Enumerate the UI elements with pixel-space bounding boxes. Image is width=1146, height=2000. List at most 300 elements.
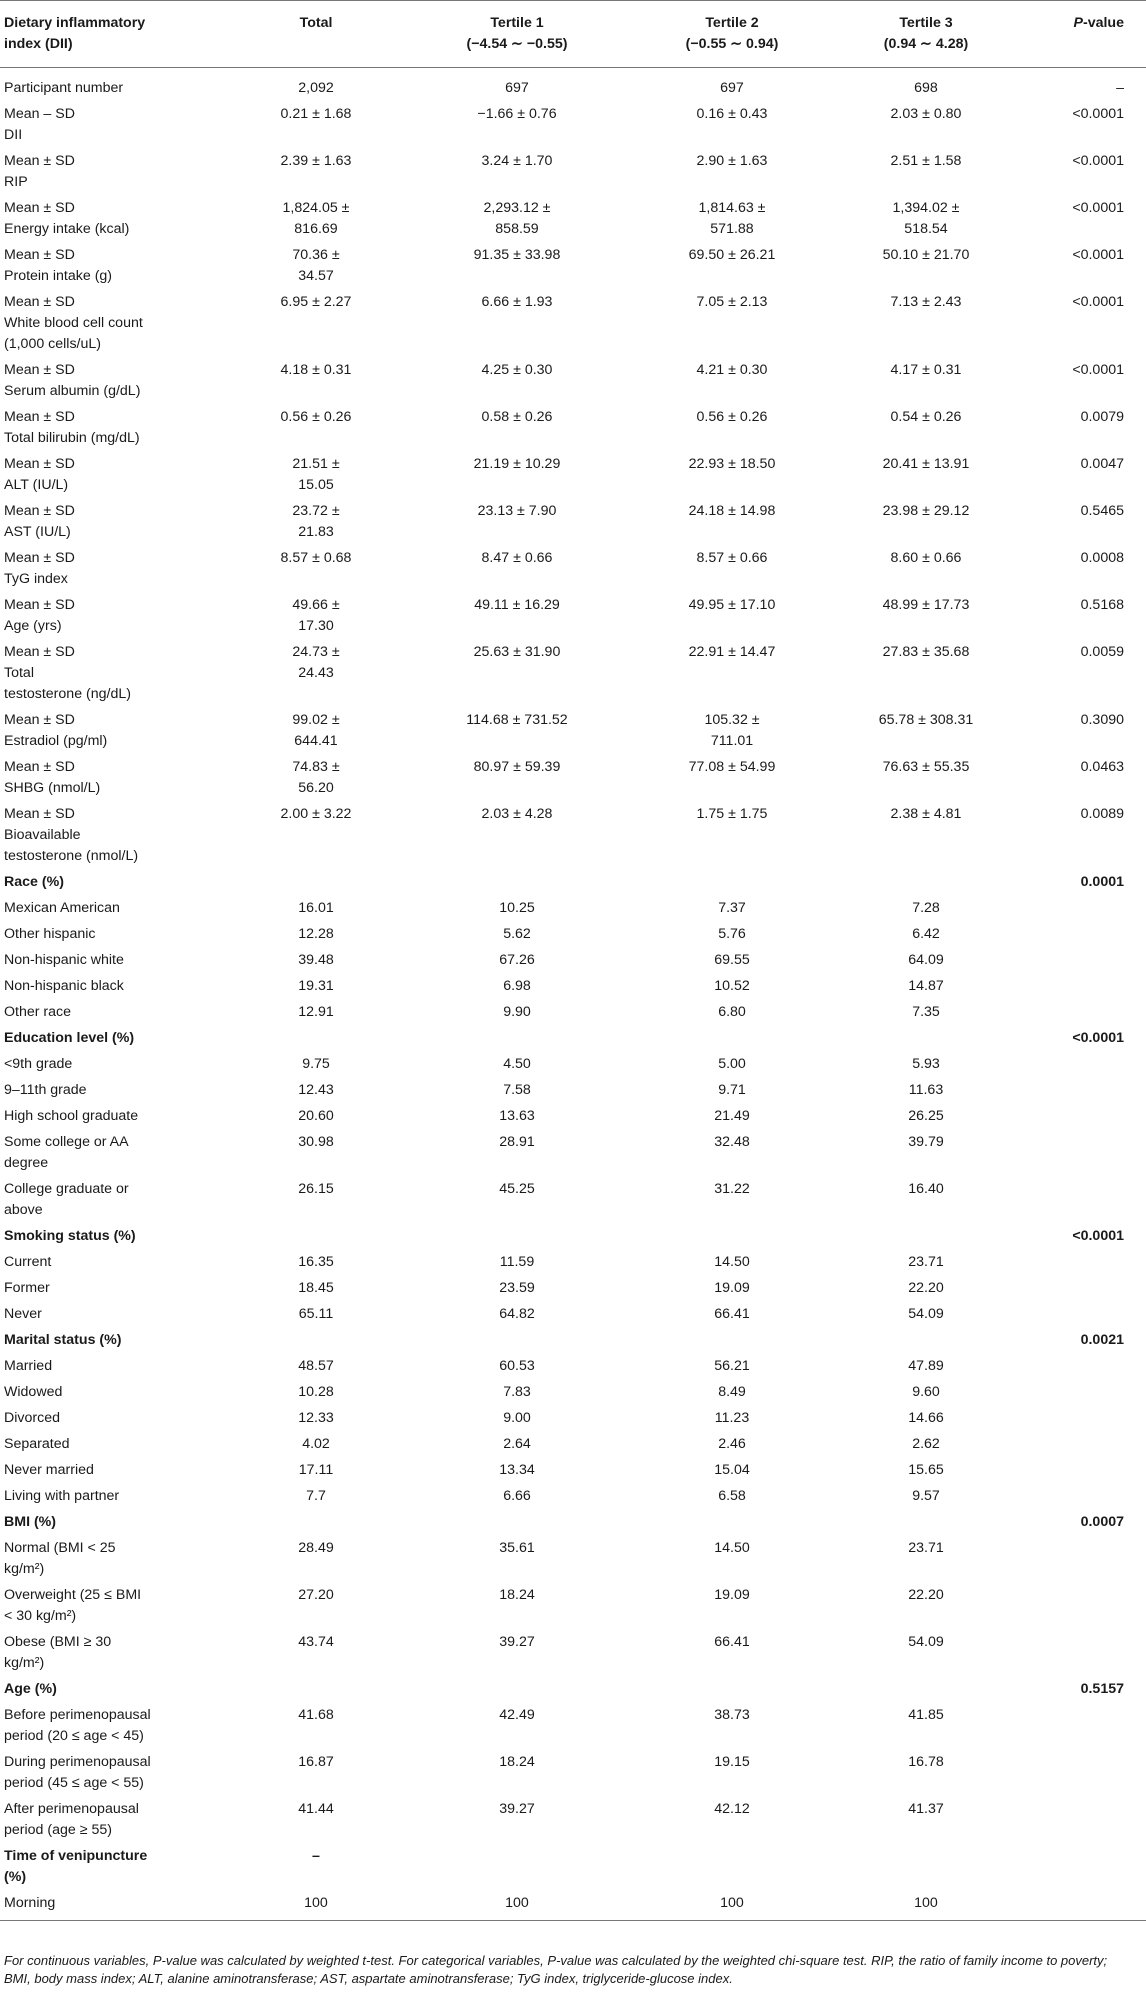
table-row [0, 1103, 1146, 1129]
cell-total-line: 816.69 [294, 221, 338, 237]
cell-tertile-2 [632, 1431, 832, 1457]
cell-tertile-2-line: 14.50 [714, 1254, 750, 1270]
cell-p-value [1020, 592, 1146, 639]
row-label-line: After perimenopausal [4, 1801, 139, 1817]
section-header-row [0, 1327, 1146, 1353]
row-label-line: Mean ± SD [4, 597, 75, 613]
row-label-line: White blood cell count [4, 315, 143, 331]
header-dii-line2: index (DII) [4, 36, 73, 52]
row-label-line: (%) [4, 1869, 27, 1885]
cell-tertile-3 [832, 289, 1020, 357]
cell-total-line: 49.66 ± [292, 597, 340, 613]
row-label-line: Before perimenopausal [4, 1707, 151, 1723]
cell-p-value [1020, 357, 1146, 404]
table-row [0, 592, 1146, 639]
cell-total [230, 801, 402, 869]
cell-p-value [1020, 1103, 1146, 1129]
table-row [0, 545, 1146, 592]
cell-tertile-2 [632, 1629, 832, 1676]
cell-tertile-2 [632, 1676, 832, 1702]
cell-total [230, 869, 402, 895]
table-body [0, 68, 1146, 1921]
cell-total [230, 1103, 402, 1129]
cell-tertile-1-line: 2.64 [503, 1436, 531, 1452]
cell-tertile-3 [832, 754, 1020, 801]
cell-tertile-2-line: 4.21 ± 0.30 [696, 362, 768, 378]
cell-tertile-3 [832, 545, 1020, 592]
row-label-line: Mexican American [4, 900, 120, 916]
cell-tertile-3-line: 20.41 ± 13.91 [882, 456, 970, 472]
cell-tertile-2 [632, 1129, 832, 1176]
cell-tertile-2 [632, 1405, 832, 1431]
row-label [0, 1890, 230, 1921]
row-label [0, 869, 230, 895]
cell-p-value [1020, 1223, 1146, 1249]
table-row [0, 1749, 1146, 1796]
cell-p-value [1020, 869, 1146, 895]
cell-p-value [1020, 1629, 1146, 1676]
cell-tertile-2 [632, 1051, 832, 1077]
cell-tertile-2-line: 5.76 [718, 926, 746, 942]
cell-total [230, 1457, 402, 1483]
cell-total-line: 23.72 ± [292, 503, 340, 519]
row-label-line: Other race [4, 1004, 72, 1020]
cell-p-value-text: 0.5465 [1080, 503, 1124, 519]
row-label-line: Divorced [4, 1410, 60, 1426]
cell-tertile-3-line: 41.37 [908, 1801, 944, 1817]
row-label-line: Education level (%) [4, 1030, 135, 1046]
table-row [0, 1176, 1146, 1223]
cell-tertile-2-line: 24.18 ± 14.98 [688, 503, 776, 519]
header-p-value [1020, 1, 1146, 68]
cell-total-line: 70.36 ± [292, 247, 340, 263]
cell-tertile-2 [632, 498, 832, 545]
row-label [0, 1843, 230, 1890]
cell-total [230, 1535, 402, 1582]
cell-p-value [1020, 1249, 1146, 1275]
cell-tertile-2 [632, 1483, 832, 1509]
header-p-rest: -value [1082, 15, 1124, 31]
cell-tertile-2 [632, 357, 832, 404]
cell-p-value-text: 0.0059 [1080, 644, 1124, 660]
row-label [0, 1431, 230, 1457]
cell-tertile-3-line: 1,394.02 ± [892, 200, 960, 216]
cell-tertile-3-line: 0.54 ± 0.26 [890, 409, 962, 425]
cell-tertile-3 [832, 1176, 1020, 1223]
cell-tertile-1 [402, 1327, 632, 1353]
cell-tertile-3 [832, 404, 1020, 451]
cell-tertile-3 [832, 1843, 1020, 1890]
cell-p-value-text: 0.0079 [1080, 409, 1124, 425]
cell-total-line: 15.05 [298, 477, 334, 493]
cell-tertile-2-line: 6.58 [718, 1488, 746, 1504]
cell-total-line: 12.33 [298, 1410, 334, 1426]
cell-tertile-1 [402, 451, 632, 498]
row-label-line: Mean ± SD [4, 200, 75, 216]
cell-tertile-3 [832, 1405, 1020, 1431]
cell-total [230, 148, 402, 195]
cell-total-line: 39.48 [298, 952, 334, 968]
table-row [0, 1457, 1146, 1483]
row-label [0, 1749, 230, 1796]
cell-tertile-3-line: 47.89 [908, 1358, 944, 1374]
cell-tertile-3 [832, 1103, 1020, 1129]
cell-p-value-text: <0.0001 [1072, 200, 1124, 216]
table-row [0, 357, 1146, 404]
row-label-line: Mean ± SD [4, 362, 75, 378]
cell-tertile-3-line: 14.87 [908, 978, 944, 994]
header-dii [0, 1, 230, 68]
cell-tertile-2-line: 1.75 ± 1.75 [696, 806, 768, 822]
cell-total-line: 21.83 [298, 524, 334, 540]
cell-total-line: 12.28 [298, 926, 334, 942]
row-label-line: Widowed [4, 1384, 63, 1400]
cell-p-value [1020, 1275, 1146, 1301]
cell-tertile-3-line: 65.78 ± 308.31 [878, 712, 974, 728]
header-total [230, 1, 402, 68]
cell-tertile-2 [632, 404, 832, 451]
cell-tertile-1 [402, 68, 632, 102]
table-header [0, 1, 1146, 68]
cell-total [230, 707, 402, 754]
cell-tertile-3 [832, 1223, 1020, 1249]
cell-tertile-1-line: 39.27 [499, 1801, 535, 1817]
row-label-line: Overweight (25 ≤ BMI [4, 1587, 142, 1603]
cell-tertile-2 [632, 1223, 832, 1249]
cell-tertile-2 [632, 1379, 832, 1405]
row-label [0, 1025, 230, 1051]
row-label-line: <9th grade [4, 1056, 73, 1072]
cell-tertile-2-line: 19.15 [714, 1754, 750, 1770]
cell-tertile-3 [832, 1582, 1020, 1629]
row-label [0, 1103, 230, 1129]
cell-tertile-1-line: 49.11 ± 16.29 [474, 597, 560, 613]
section-header-row [0, 1509, 1146, 1535]
cell-tertile-1-line: 114.68 ± 731.52 [466, 712, 568, 728]
cell-total-line: 34.57 [298, 268, 334, 284]
row-label-line: Mean ± SD [4, 503, 75, 519]
cell-tertile-3 [832, 999, 1020, 1025]
row-label-line: Separated [4, 1436, 70, 1452]
cell-tertile-3-line: 27.83 ± 35.68 [882, 644, 970, 660]
cell-tertile-1-line: 91.35 ± 33.98 [473, 247, 561, 263]
cell-tertile-1-line: 35.61 [499, 1540, 535, 1556]
cell-p-value [1020, 1129, 1146, 1176]
cell-tertile-1-line: 697 [505, 80, 529, 96]
cell-tertile-1 [402, 498, 632, 545]
row-label [0, 498, 230, 545]
cell-tertile-3 [832, 1535, 1020, 1582]
row-label-line: Mean ± SD [4, 550, 75, 566]
cell-tertile-1-line: 25.63 ± 31.90 [473, 644, 561, 660]
section-header-row [0, 1676, 1146, 1702]
cell-tertile-3-line: 2.62 [912, 1436, 940, 1452]
cell-p-value [1020, 1582, 1146, 1629]
cell-total [230, 1509, 402, 1535]
cell-tertile-3 [832, 592, 1020, 639]
cell-tertile-3 [832, 1051, 1020, 1077]
cell-p-value [1020, 68, 1146, 102]
row-label-line: BMI (%) [4, 1514, 57, 1530]
cell-tertile-3 [832, 801, 1020, 869]
cell-p-value [1020, 1301, 1146, 1327]
row-label-line: Non-hispanic black [4, 978, 124, 994]
cell-tertile-2 [632, 68, 832, 102]
cell-tertile-2 [632, 801, 832, 869]
header-row [0, 1, 1146, 68]
cell-total [230, 1890, 402, 1921]
cell-tertile-3 [832, 921, 1020, 947]
cell-tertile-3 [832, 242, 1020, 289]
cell-tertile-1 [402, 947, 632, 973]
cell-p-value-text: 0.3090 [1080, 712, 1124, 728]
cell-tertile-2-line: 42.12 [714, 1801, 750, 1817]
table-row [0, 1379, 1146, 1405]
header-tertile-2 [632, 1, 832, 68]
section-header-row [0, 1843, 1146, 1890]
cell-tertile-3-line: 76.63 ± 55.35 [882, 759, 970, 775]
row-label-line: Married [4, 1358, 53, 1374]
cell-total [230, 1405, 402, 1431]
cell-tertile-3 [832, 1077, 1020, 1103]
row-label-line: < 30 kg/m²) [4, 1608, 77, 1624]
cell-total-line: 20.60 [298, 1108, 334, 1124]
cell-tertile-1 [402, 1249, 632, 1275]
cell-total-line: 2.00 ± 3.22 [280, 806, 352, 822]
row-label [0, 68, 230, 102]
cell-tertile-3-line: 5.93 [912, 1056, 940, 1072]
table-row [0, 289, 1146, 357]
cell-tertile-1 [402, 1843, 632, 1890]
cell-tertile-1 [402, 1379, 632, 1405]
cell-tertile-2-line: 6.80 [718, 1004, 746, 1020]
row-label [0, 639, 230, 707]
cell-tertile-2 [632, 1077, 832, 1103]
row-label-line: Protein intake (g) [4, 268, 113, 284]
row-label-line: TyG index [4, 571, 68, 587]
cell-tertile-1 [402, 242, 632, 289]
cell-tertile-3-line: 50.10 ± 21.70 [882, 247, 970, 263]
row-label [0, 1405, 230, 1431]
cell-p-value [1020, 1379, 1146, 1405]
cell-tertile-3-line: 15.65 [908, 1462, 944, 1478]
row-label [0, 1129, 230, 1176]
table-row [0, 242, 1146, 289]
cell-tertile-2 [632, 921, 832, 947]
cell-tertile-2-line: 22.93 ± 18.50 [688, 456, 776, 472]
row-label [0, 1629, 230, 1676]
cell-tertile-2 [632, 947, 832, 973]
table-row [0, 921, 1146, 947]
row-label-line: Age (%) [4, 1681, 57, 1697]
cell-tertile-1-line: 10.25 [499, 900, 535, 916]
cell-tertile-3-line: 7.28 [912, 900, 940, 916]
cell-total-line: 74.83 ± [292, 759, 340, 775]
footnote-part-2: -value was calculated by weighted t-test. For categorical variables, [161, 1953, 548, 1968]
cell-p-value-text: 0.5157 [1080, 1681, 1124, 1697]
cell-tertile-1-line: −1.66 ± 0.76 [477, 106, 557, 122]
cell-tertile-2 [632, 451, 832, 498]
cell-tertile-2 [632, 1702, 832, 1749]
cell-tertile-2 [632, 973, 832, 999]
table-row [0, 1275, 1146, 1301]
cell-total [230, 1176, 402, 1223]
cell-tertile-3-line: 7.35 [912, 1004, 940, 1020]
row-label-line: period (45 ≤ age < 55) [4, 1775, 144, 1791]
row-label [0, 1301, 230, 1327]
cell-tertile-2-line: 19.09 [714, 1280, 750, 1296]
cell-tertile-3 [832, 195, 1020, 242]
row-label-line: period (20 ≤ age < 45) [4, 1728, 144, 1744]
table-row [0, 1582, 1146, 1629]
cell-tertile-1 [402, 148, 632, 195]
cell-tertile-2-line: 9.71 [718, 1082, 746, 1098]
table-row [0, 195, 1146, 242]
cell-tertile-2-line: 0.16 ± 0.43 [696, 106, 768, 122]
row-label [0, 195, 230, 242]
cell-tertile-2 [632, 1843, 832, 1890]
table-row [0, 1629, 1146, 1676]
cell-p-value [1020, 754, 1146, 801]
cell-tertile-1-line: 42.49 [499, 1707, 535, 1723]
cell-tertile-3 [832, 498, 1020, 545]
cell-tertile-3 [832, 1796, 1020, 1843]
cell-tertile-3 [832, 1129, 1020, 1176]
table-row [0, 1796, 1146, 1843]
cell-tertile-2 [632, 1749, 832, 1796]
row-label [0, 592, 230, 639]
cell-tertile-2 [632, 999, 832, 1025]
cell-tertile-1 [402, 869, 632, 895]
cell-tertile-1-line: 0.58 ± 0.26 [481, 409, 553, 425]
cell-tertile-1-line: 11.59 [499, 1254, 535, 1270]
cell-tertile-3 [832, 1301, 1020, 1327]
cell-tertile-1 [402, 592, 632, 639]
cell-total [230, 1051, 402, 1077]
cell-p-value-text: – [1116, 80, 1124, 96]
cell-total [230, 921, 402, 947]
cell-p-value [1020, 1843, 1146, 1890]
row-label [0, 1275, 230, 1301]
cell-tertile-1 [402, 1223, 632, 1249]
row-label-line: Current [4, 1254, 52, 1270]
cell-total-line: 10.28 [298, 1384, 334, 1400]
cell-tertile-2 [632, 1301, 832, 1327]
cell-p-value [1020, 1405, 1146, 1431]
cell-tertile-1-line: 7.83 [503, 1384, 531, 1400]
cell-tertile-3-line: 7.13 ± 2.43 [890, 294, 962, 310]
table-row [0, 895, 1146, 921]
row-label-line: period (age ≥ 55) [4, 1822, 112, 1838]
cell-tertile-2 [632, 148, 832, 195]
cell-tertile-2 [632, 1025, 832, 1051]
cell-tertile-2-line: 2.90 ± 1.63 [696, 153, 768, 169]
cell-tertile-1-line: 18.24 [499, 1587, 535, 1603]
header-total-label: Total [299, 15, 333, 31]
row-label [0, 1535, 230, 1582]
cell-tertile-3-line: 2.51 ± 1.58 [890, 153, 962, 169]
cell-total [230, 451, 402, 498]
section-header-row [0, 1025, 1146, 1051]
cell-tertile-1-line: 3.24 ± 1.70 [481, 153, 553, 169]
table-row [0, 999, 1146, 1025]
cell-tertile-1 [402, 999, 632, 1025]
cell-total [230, 1749, 402, 1796]
header-dii-line1: Dietary inflammatory [4, 15, 146, 31]
cell-total [230, 195, 402, 242]
cell-tertile-2-line: 14.50 [714, 1540, 750, 1556]
cell-total [230, 895, 402, 921]
cell-p-value [1020, 1353, 1146, 1379]
cell-tertile-1 [402, 1405, 632, 1431]
row-label-line: Never [4, 1306, 42, 1322]
cell-p-value [1020, 148, 1146, 195]
header-tertile-2-line1: Tertile 2 [705, 15, 759, 31]
row-label [0, 754, 230, 801]
row-label-line: Race (%) [4, 874, 64, 890]
cell-tertile-3-line: 8.60 ± 0.66 [890, 550, 962, 566]
section-header-row [0, 1223, 1146, 1249]
cell-total-line: 7.7 [306, 1488, 326, 1504]
cell-total [230, 1301, 402, 1327]
cell-tertile-3-line: 100 [914, 1895, 938, 1911]
table-row [0, 1702, 1146, 1749]
table-row [0, 1051, 1146, 1077]
table-row [0, 404, 1146, 451]
cell-tertile-2 [632, 1890, 832, 1921]
row-label-line: kg/m²) [4, 1561, 45, 1577]
cell-tertile-3 [832, 1676, 1020, 1702]
cell-p-value [1020, 707, 1146, 754]
table-row [0, 1077, 1146, 1103]
row-label-line: Mean ± SD [4, 644, 75, 660]
cell-tertile-2-line: 19.09 [714, 1587, 750, 1603]
cell-tertile-3 [832, 451, 1020, 498]
cell-p-value [1020, 1051, 1146, 1077]
table-row [0, 1535, 1146, 1582]
cell-total-line: 12.43 [298, 1082, 334, 1098]
cell-tertile-3-line: 23.71 [908, 1254, 944, 1270]
cell-total-line: 644.41 [294, 733, 338, 749]
cell-total [230, 1077, 402, 1103]
row-label-line: During perimenopausal [4, 1754, 151, 1770]
cell-tertile-3-line: 11.63 [908, 1082, 944, 1098]
table-row [0, 1301, 1146, 1327]
cell-tertile-2-line: 1,814.63 ± [698, 200, 766, 216]
cell-tertile-2-line: 10.52 [714, 978, 750, 994]
row-label-line: 9–11th grade [4, 1082, 87, 1098]
row-label-line: Morning [4, 1895, 56, 1911]
row-label-line: Mean ± SD [4, 712, 75, 728]
cell-tertile-3-line: 14.66 [908, 1410, 944, 1426]
row-label-line: Estradiol (pg/ml) [4, 733, 108, 749]
cell-tertile-1 [402, 1457, 632, 1483]
row-label-line: Other hispanic [4, 926, 96, 942]
cell-p-value-text: <0.0001 [1072, 362, 1124, 378]
row-label-line: testosterone (nmol/L) [4, 848, 139, 864]
cell-total-line: 65.11 [298, 1306, 334, 1322]
cell-tertile-1-line: 28.91 [499, 1134, 535, 1150]
cell-tertile-1 [402, 1749, 632, 1796]
cell-tertile-1-line: 39.27 [499, 1634, 535, 1650]
row-label [0, 1457, 230, 1483]
row-label [0, 1379, 230, 1405]
cell-tertile-3 [832, 895, 1020, 921]
row-label-line: testosterone (ng/dL) [4, 686, 131, 702]
table-row [0, 801, 1146, 869]
row-label [0, 1676, 230, 1702]
header-tertile-3-line1: Tertile 3 [899, 15, 953, 31]
